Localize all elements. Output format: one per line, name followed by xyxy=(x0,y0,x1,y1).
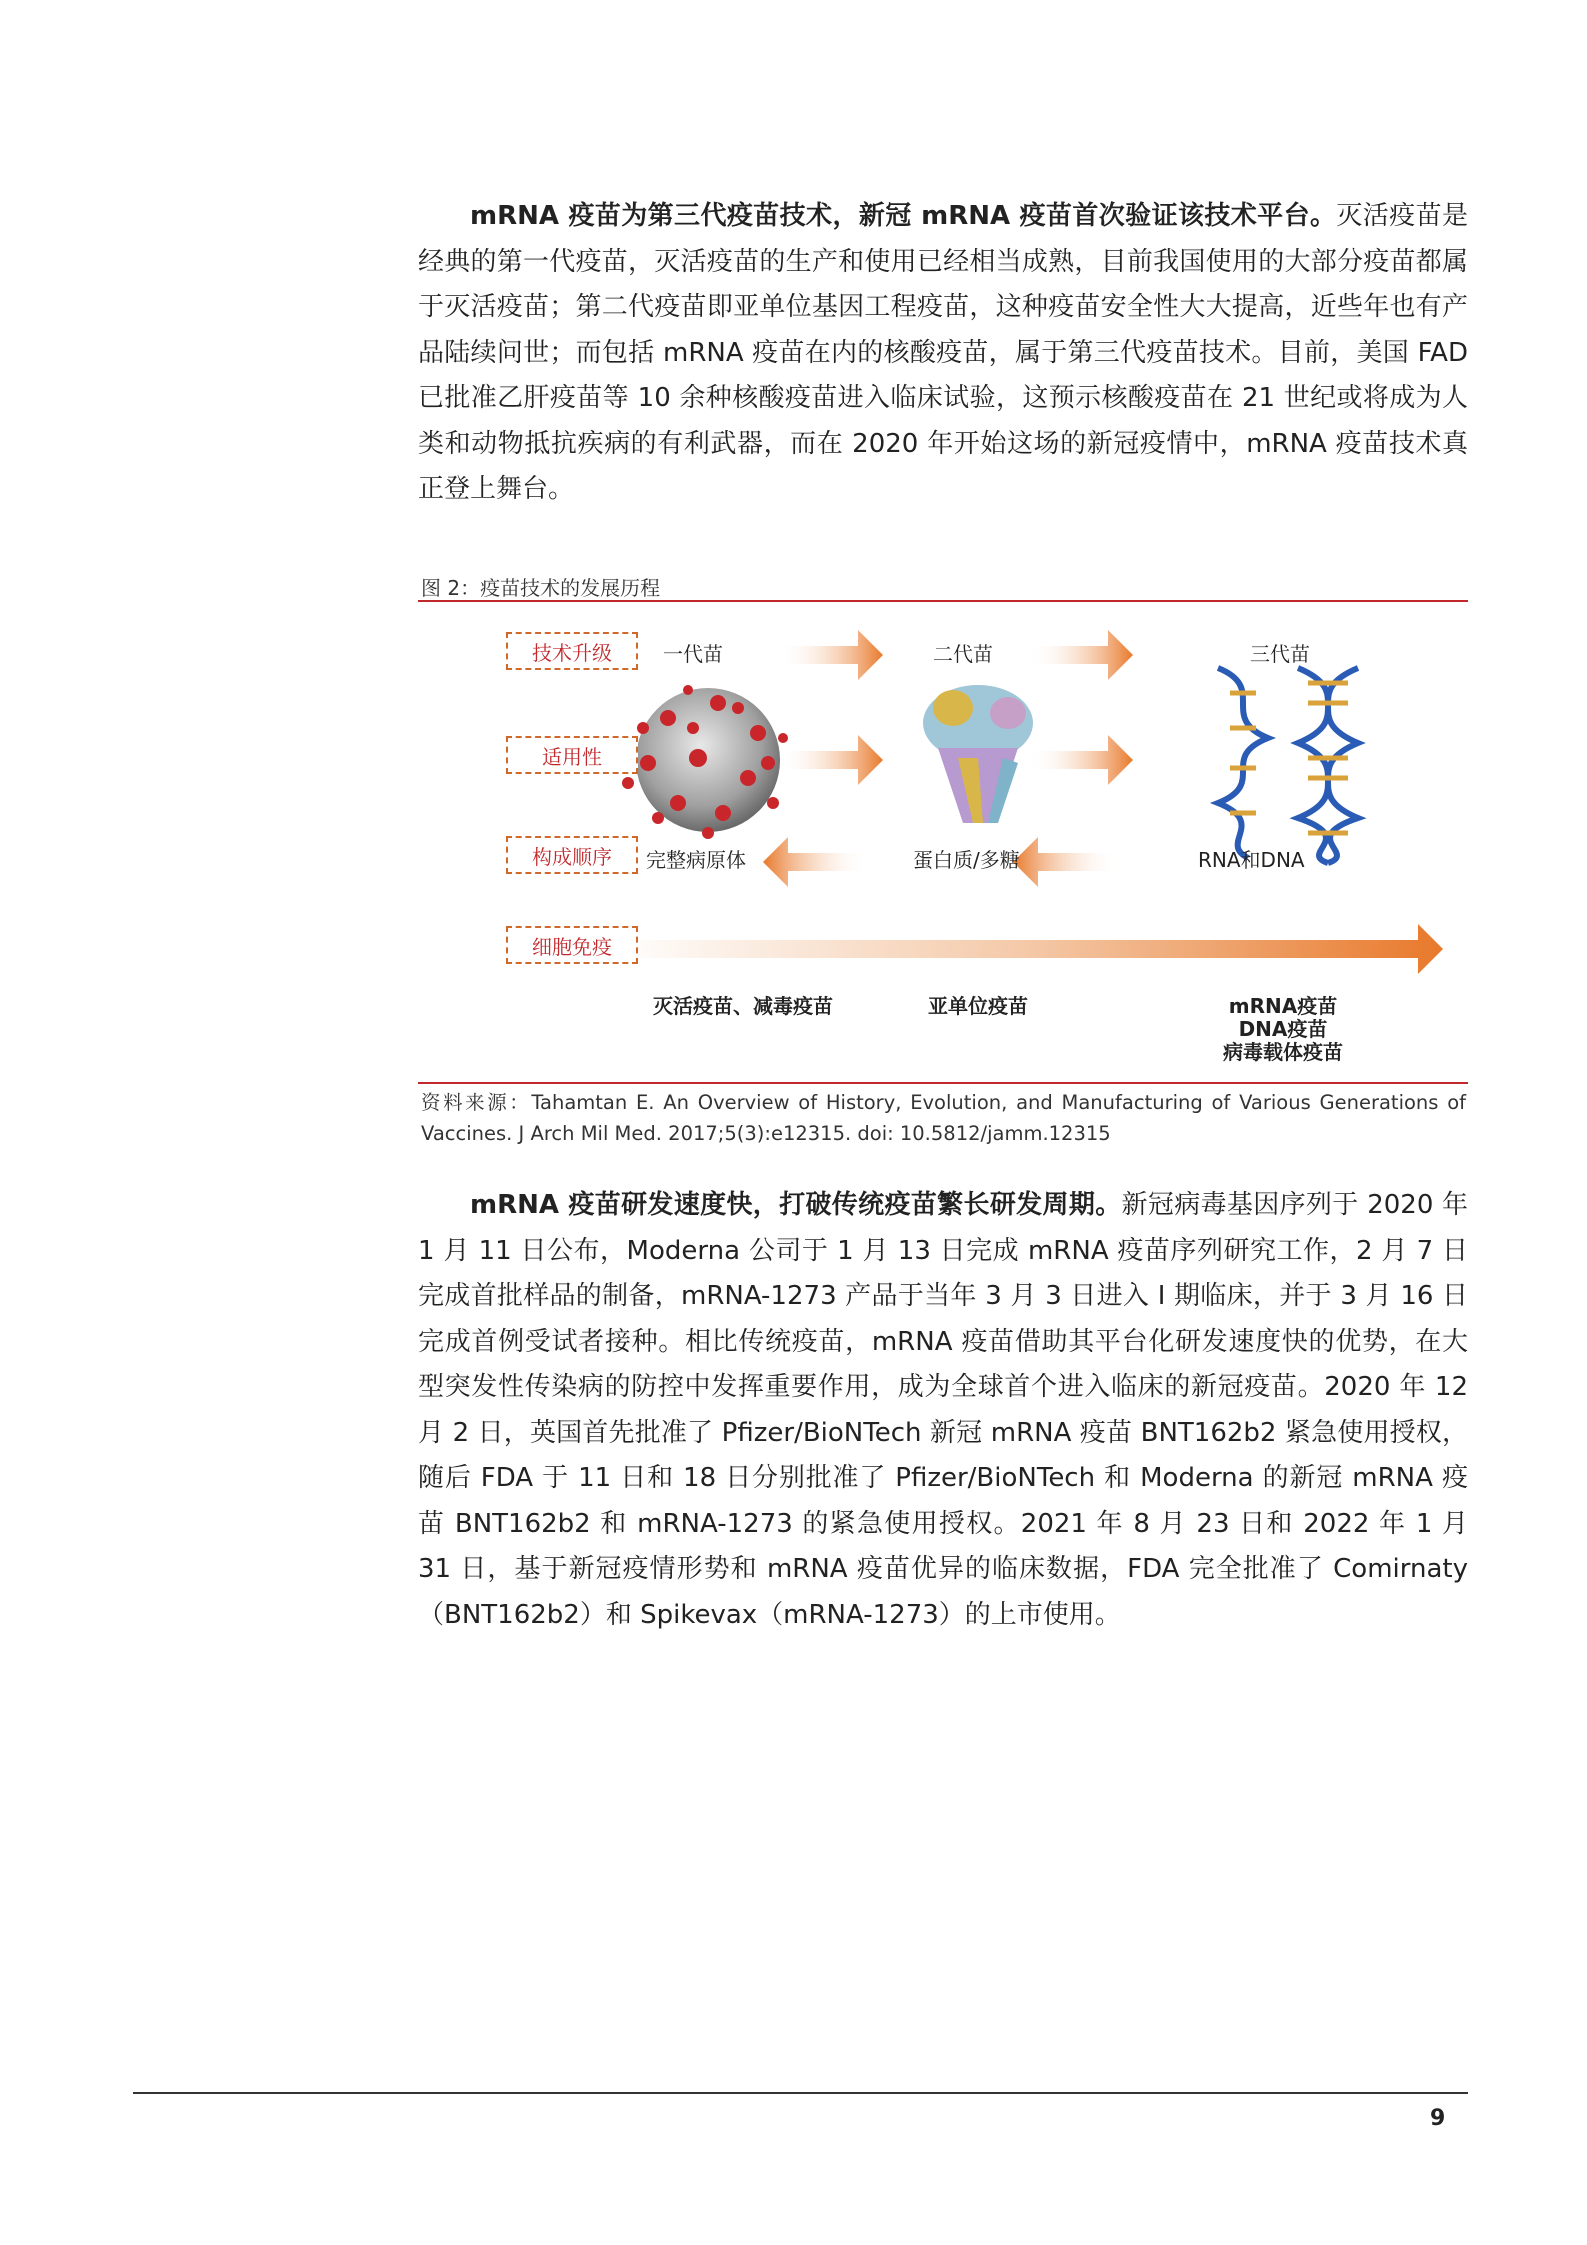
row-label-applicability: 适用性 xyxy=(506,736,638,774)
paragraph-mrna-dev-speed xyxy=(418,1183,1468,1638)
vaccine-evolution-figure xyxy=(418,608,1468,1078)
composition-gen3: RNA和DNA xyxy=(1198,848,1305,872)
vaccine-type-gen1: 灭活疫苗、减毒疫苗 xyxy=(653,994,833,1018)
figure-title: 图 2：疫苗技术的发展历程 xyxy=(421,576,661,600)
gen3-label: 三代苗 xyxy=(1250,642,1310,666)
vaccine-type-gen3-viral-vector: 病毒载体疫苗 xyxy=(1223,1040,1343,1064)
row-label-composition: 构成顺序 xyxy=(506,836,638,874)
figure-source: 资料来源：Tahamtan E. An Overview of History, Evolution, and Manufacturing of Various Generations of Vaccines. J Arch Mil Med. 2017;5(3):e12315. doi: 10.5812/jamm.12315 xyxy=(421,1091,1466,1145)
row-label-cellular-immunity: 细胞免疫 xyxy=(506,926,638,964)
composition-gen1: 完整病原体 xyxy=(646,848,746,872)
row-label-tech-upgrade: 技术升级 xyxy=(506,632,638,670)
arrow-applicability-2 xyxy=(1028,735,1133,785)
figure-bottom-rule xyxy=(418,1082,1468,1084)
arrow-composition-1 xyxy=(763,837,868,887)
gen1-label: 一代苗 xyxy=(663,642,723,666)
paragraph-lead: mRNA 疫苗研发速度快，打破传统疫苗繁长研发周期。 xyxy=(470,1190,1122,1220)
paragraph-body: 新冠病毒基因序列于 2020 年 1 月 11 日公布，Moderna 公司于 1 月 13 日完成 mRNA 疫苗序列研究工作，2 月 7 日完成首批样品的制备，mRNA-1273 产品于当年 3 月 3 日进入 I 期临床，并于 3 月 16 日完成首例受试者接种。相比传统疫苗，mRNA 疫苗借助其平台化研发速度快的优势，在大型突发性传染病的防控中发挥重要作用，成为全球首个进入临床的新冠疫苗。2020 年 12 月 2 日，英国首先批准了 Pfizer/BioNTech 新冠 mRNA 疫苗 BNT162b2 紧急使用授权，随后 FDA 于 11 日和 18 日分别批准了 Pfizer/BioNTech 和 Moderna 的新冠 mRNA 疫苗 BNT162b2 和 mRNA-1273 的紧急使用授权。2021 年 8 月 23 日和 2022 年 1 月 31 日，基于新冠疫情形势和 mRNA 疫苗优异的临床数据，FDA 完全批准了 Comirnaty（BNT162b2）和 Spikevax（mRNA-1273）的上市使用。 xyxy=(418,1190,1468,1630)
page-number: 9 xyxy=(1430,2106,1446,2131)
dna-helix-illustration xyxy=(1298,668,1358,863)
arrow-composition-2 xyxy=(1013,837,1118,887)
arrow-gen2-to-gen3 xyxy=(1028,630,1133,680)
figure-top-rule xyxy=(418,600,1468,602)
arrow-applicability-1 xyxy=(778,735,883,785)
rna-helix-illustration xyxy=(1218,668,1268,858)
vaccine-type-gen3-mrna: mRNA疫苗 xyxy=(1228,994,1338,1018)
paragraph-mrna-third-generation xyxy=(418,194,1468,513)
arrow-gen1-to-gen2 xyxy=(778,630,883,680)
composition-gen2: 蛋白质/多糖 xyxy=(913,848,1020,872)
virus-illustration xyxy=(622,685,788,839)
paragraph-body: 灭活疫苗是经典的第一代疫苗，灭活疫苗的生产和使用已经相当成熟，目前我国使用的大部分疫苗都属于灭活疫苗；第二代疫苗即亚单位基因工程疫苗，这种疫苗安全性大大提高，近些年也有产品陆续问世；而包括 mRNA 疫苗在内的核酸疫苗，属于第三代疫苗技术。目前，美国 FAD 已批准乙肝疫苗等 10 余种核酸疫苗进入临床试验，这预示核酸疫苗在 21 世纪或将成为人类和动物抵抗疾病的有利武器，而在 2020 年开始这场的新冠疫情中，mRNA 疫苗技术真正登上舞台。 xyxy=(418,201,1468,504)
vaccine-type-gen2: 亚单位疫苗 xyxy=(928,994,1028,1018)
gen2-label: 二代苗 xyxy=(933,642,993,666)
arrow-cellular-immunity xyxy=(608,924,1443,974)
paragraph-lead: mRNA 疫苗为第三代疫苗技术，新冠 mRNA 疫苗首次验证该技术平台。 xyxy=(470,201,1337,231)
footer-rule xyxy=(133,2092,1468,2094)
protein-illustration xyxy=(923,685,1033,823)
vaccine-type-gen3-dna: DNA疫苗 xyxy=(1238,1017,1328,1041)
